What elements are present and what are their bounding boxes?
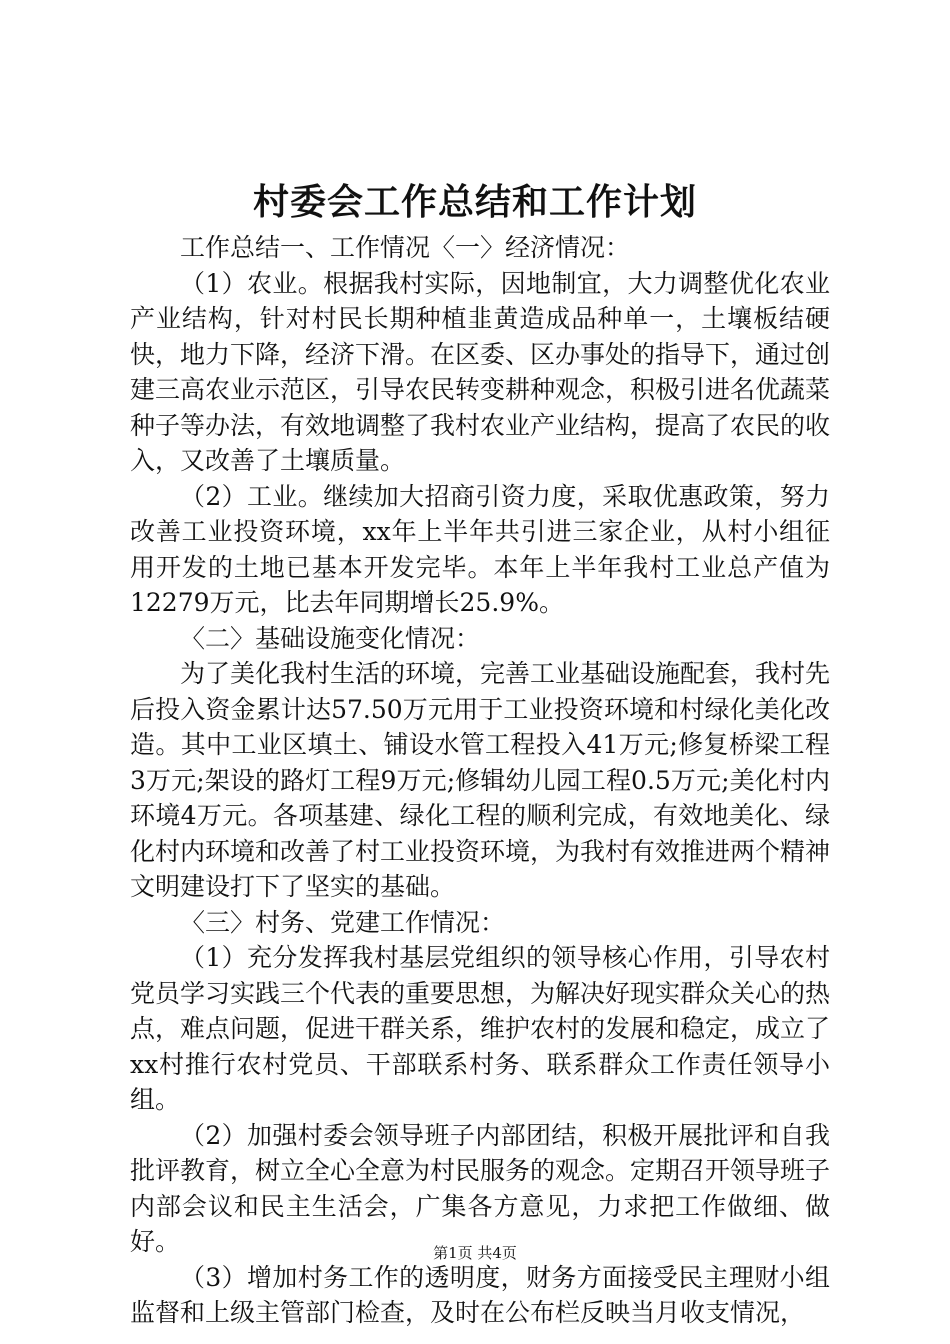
paragraph: （3）增加村务工作的透明度，财务方面接受民主理财小组监督和上级主管部门检查，及时在公布栏反映当月收支情况，: [130, 1262, 830, 1327]
paragraph: （1）农业。根据我村实际，因地制宜，大力调整优化农业产业结构，针对村民长期种植韭黄造成品种单一，土壤板结硬快，地力下降，经济下滑。在区委、区办事处的指导下，通过创建三高农业示范区，引导农民转变耕种观念，积极引进名优蔬菜种子等办法，有效地调整了我村农业产业结构，提高了农民的收入，又改善了土壤质量。: [130, 268, 831, 475]
paragraph: （2）工业。继续加大招商引资力度，采取优惠政策，努力改善工业投资环境，xx年上半年共引进三家企业，从村小组征用开发的土地已基本开发完毕。本年上半年我村工业总产值为12279万元，比去年同期增长25.9%。: [130, 481, 830, 617]
paragraph: 〈二〉基础设施变化情况：: [180, 623, 481, 653]
document-title: 村委会工作总结和工作计划: [252, 181, 697, 223]
paragraph: 〈三〉村务、党建工作情况：: [180, 907, 506, 937]
paragraph: （1）充分发挥我村基层党组织的领导核心作用，引导农村党员学习实践三个代表的重要思想，为解决好现实群众关心的热点，难点问题，促进干群关系，维护农村的发展和稳定，成立了xx村推行农村党员、干部联系村务、联系群众工作责任领导小组。: [130, 943, 831, 1114]
paragraph: 工作总结一、工作情况〈一〉经济情况：: [180, 233, 631, 262]
document-body: [130, 230, 830, 1331]
page-number-footer: 第1页 共4页: [433, 1244, 517, 1262]
paragraph: （2）加强村委会领导班子内部团结，积极开展批评和自我批评教育，树立全心全意为村民服务的观念。定期召开领导班子内部会议和民主生活会，广集各方意见，力求把工作做细、做好。: [130, 1120, 831, 1256]
paragraph: 为了美化我村生活的环境，完善工业基础设施配套，我村先后投入资金累计达57.50万元用于工业投资环境和村绿化美化改造。其中工业区填土、铺设水管工程投入41万元;修复桥梁工程3万元;架设的路灯工程9万元;修辑幼儿园工程0.5万元;美化村内环境4万元。各项基建、绿化工程的顺利完成，有效地美化、绿化村内环境和改善了村工业投资环境，为我村有效推进两个精神文明建设打下了坚实的基础。: [130, 659, 831, 901]
